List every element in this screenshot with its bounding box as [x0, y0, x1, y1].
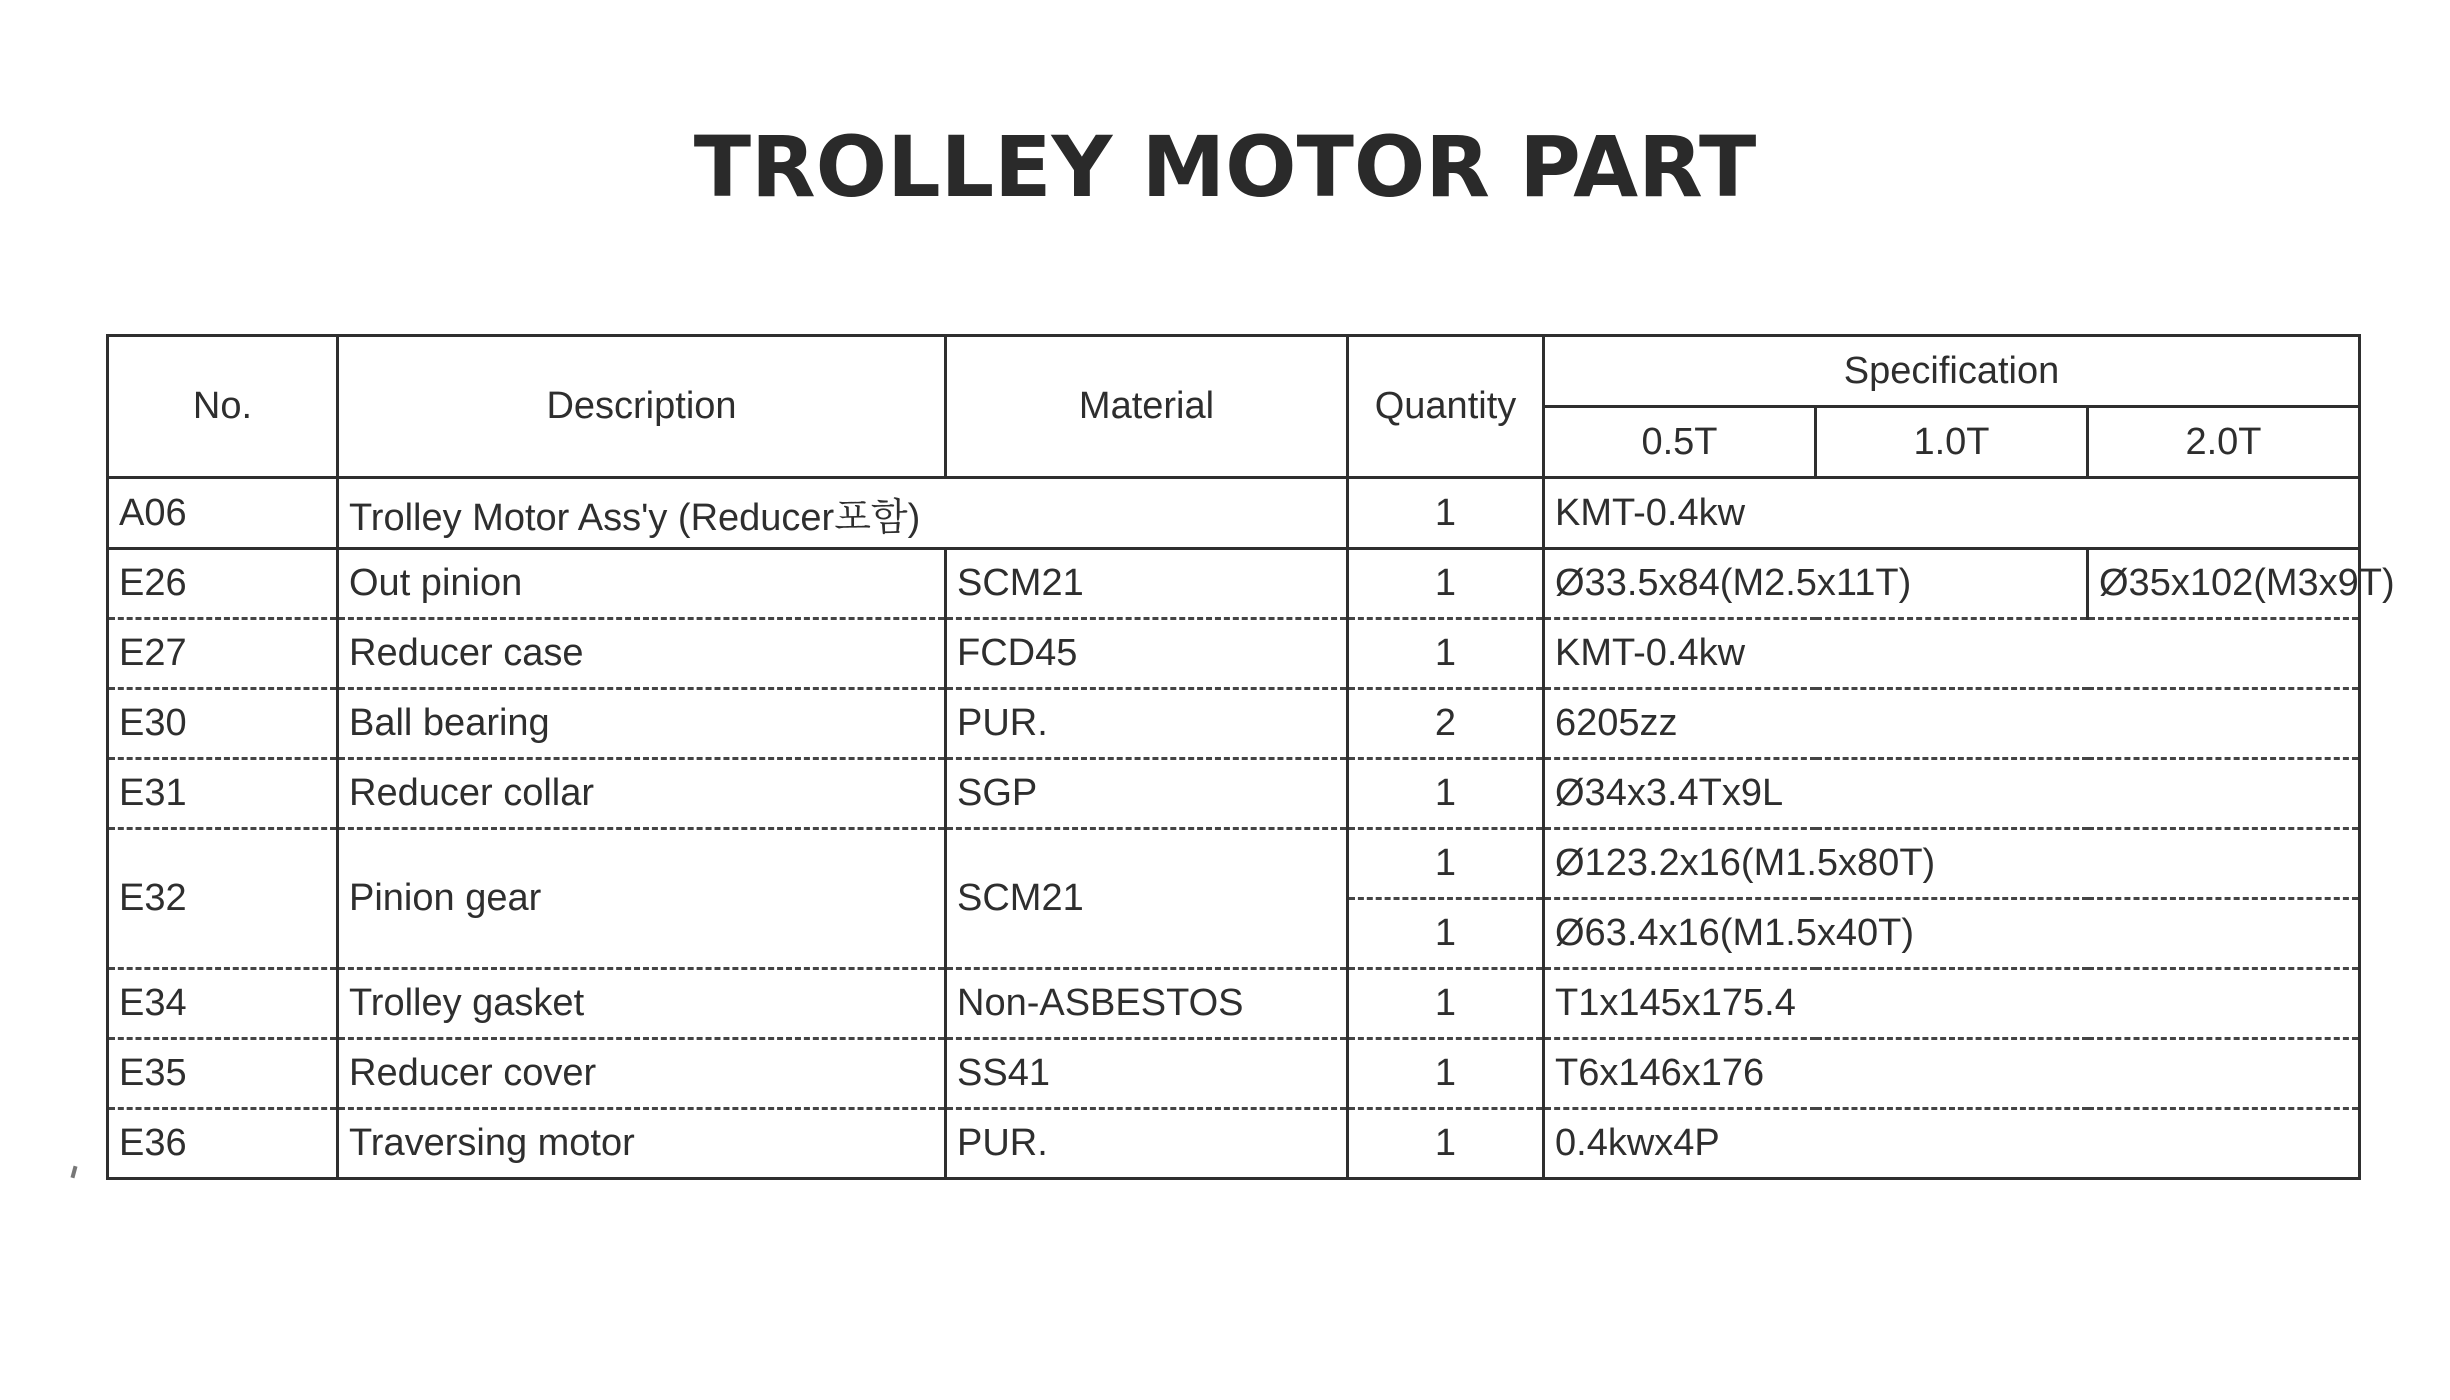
table-row: [108, 619, 2360, 689]
cell-description: Trolley gasket: [338, 969, 946, 1039]
cell-no: E32: [108, 829, 338, 969]
cell-quantity: 1: [1348, 759, 1544, 829]
cell-material: FCD45: [946, 619, 1348, 689]
cell-quantity: 1: [1348, 829, 1544, 899]
table-row: [108, 969, 2360, 1039]
cell-spec: Ø34x3.4Tx9L: [1544, 759, 2360, 829]
cell-quantity: 1: [1348, 619, 1544, 689]
cell-no: E34: [108, 969, 338, 1039]
cell-description: Reducer case: [338, 619, 946, 689]
cell-material: SCM21: [946, 829, 1348, 969]
cell-description: Pinion gear: [338, 829, 946, 969]
header-spec-10t: 1.0T: [1816, 407, 2088, 478]
header-quantity: Quantity: [1348, 336, 1544, 478]
cell-no: A06: [108, 478, 338, 549]
table-row: [108, 689, 2360, 759]
cell-no: E27: [108, 619, 338, 689]
cell-quantity: 1: [1348, 1039, 1544, 1109]
cell-description: Trolley Motor Ass'y (Reducer포함): [338, 478, 1348, 549]
cell-material: SGP: [946, 759, 1348, 829]
cell-description: Reducer cover: [338, 1039, 946, 1109]
cell-description: Traversing motor: [338, 1109, 946, 1179]
cell-spec: T1x145x175.4: [1544, 969, 2360, 1039]
header-row: [108, 336, 2360, 407]
table-row: [108, 1109, 2360, 1179]
page-title: TROLLEY MOTOR PART: [693, 118, 1757, 216]
scan-speck: [71, 1166, 78, 1179]
cell-spec: 0.4kwx4P: [1544, 1109, 2360, 1179]
cell-spec: Ø123.2x16(M1.5x80T): [1544, 829, 2360, 899]
cell-spec: KMT-0.4kw: [1544, 619, 2360, 689]
cell-material: SCM21: [946, 549, 1348, 619]
cell-quantity: 2: [1348, 689, 1544, 759]
header-description: Description: [338, 336, 946, 478]
cell-no: E26: [108, 549, 338, 619]
table-row: [108, 829, 2360, 899]
cell-material: PUR.: [946, 1109, 1348, 1179]
cell-no: E36: [108, 1109, 338, 1179]
cell-spec: 6205zz: [1544, 689, 2360, 759]
header-material: Material: [946, 336, 1348, 478]
cell-description: Reducer collar: [338, 759, 946, 829]
header-specification: Specification: [1544, 336, 2360, 407]
parts-table: [106, 334, 2395, 1180]
cell-spec: KMT-0.4kw: [1544, 478, 2360, 549]
cell-quantity: 1: [1348, 899, 1544, 969]
header-spec-05t: 0.5T: [1544, 407, 1816, 478]
cell-spec: Ø63.4x16(M1.5x40T): [1544, 899, 2360, 969]
cell-quantity: 1: [1348, 478, 1544, 549]
cell-no: E30: [108, 689, 338, 759]
cell-spec-2t: Ø35x102(M3x9T): [2088, 549, 2360, 619]
cell-no: E35: [108, 1039, 338, 1109]
table-row: [108, 549, 2360, 619]
cell-material: PUR.: [946, 689, 1348, 759]
cell-no: E31: [108, 759, 338, 829]
header-no: No.: [108, 336, 338, 478]
cell-spec: Ø33.5x84(M2.5x11T): [1544, 549, 2088, 619]
cell-material: SS41: [946, 1039, 1348, 1109]
cell-quantity: 1: [1348, 1109, 1544, 1179]
cell-material: Non-ASBESTOS: [946, 969, 1348, 1039]
table-row: [108, 478, 2360, 549]
cell-description: Ball bearing: [338, 689, 946, 759]
table-row: [108, 1039, 2360, 1109]
header-spec-20t: 2.0T: [2088, 407, 2360, 478]
cell-quantity: 1: [1348, 969, 1544, 1039]
cell-spec: T6x146x176: [1544, 1039, 2360, 1109]
table-row: [108, 759, 2360, 829]
cell-quantity: 1: [1348, 549, 1544, 619]
cell-description: Out pinion: [338, 549, 946, 619]
